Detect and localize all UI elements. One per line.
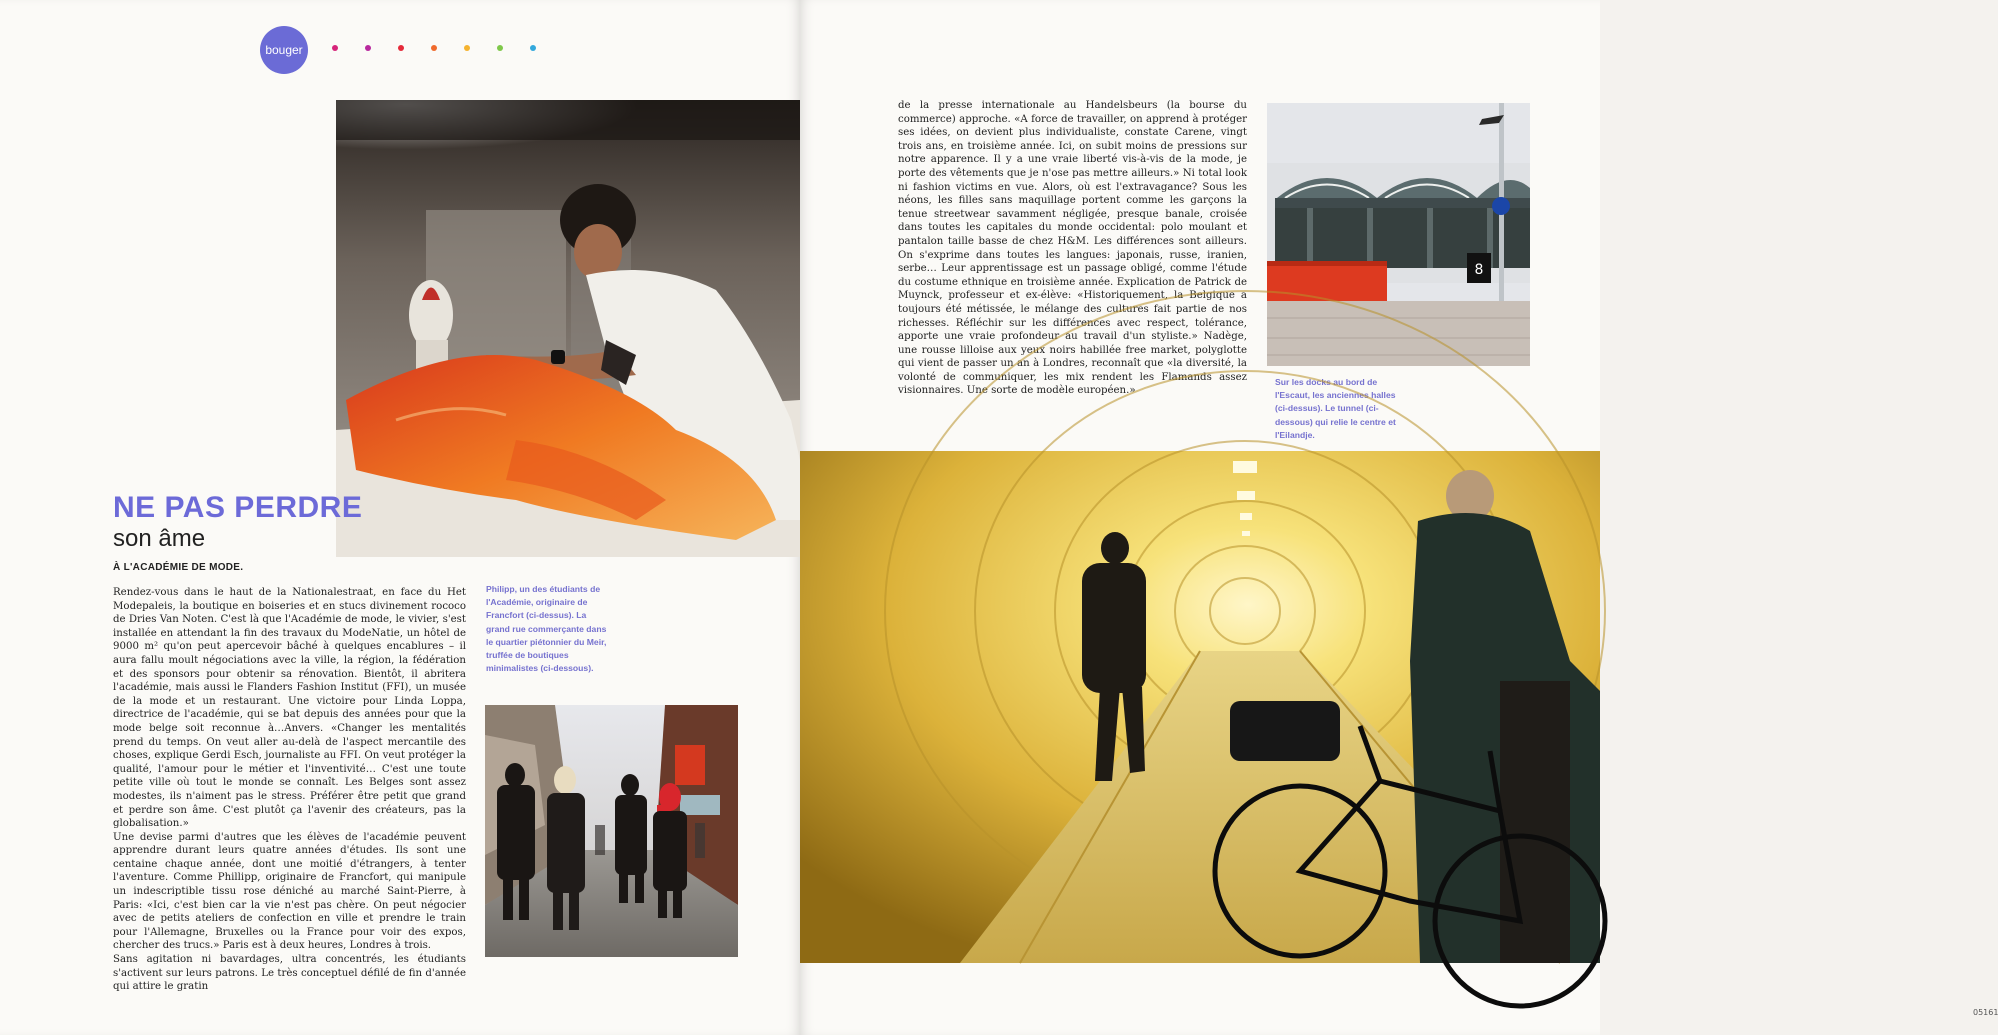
right-article-text: de la presse internationale au Handelsbeurs (la bourse du commerce) approche. «A force de travailler, on apprend à protéger ses idées, on devient plus individualiste, constate Carene, vingt trois ans, en troisième année. Ici, on subit moins de pressions sur notre apparence. Il y a une vraie liberté vis-à-vis de la mode, je porte des vêtements que je n'ose pas mettre ailleurs.» Ni total look ni fashion victims en vue. Alors, où est l'extravagance? Sous les néons, les filles sans maquillage portent comme les garçons la tenue streetwear savamment négligée, presque banale, croisée dans toutes les capitales du monde occidental: polo moulant et pantalon taille basse de chez H&M. Les différences sont ailleurs. On s'exprime dans toutes les langues: japonais, russe, iranien, serbe… Leur apprentissage est un passage obligé, comme l'étude du costume ethnique en troisième année. Explication de Patrick de Muynck, professeur et ex-élève: «Historiquement, la Belgique a toujours été métissée, le mélange des cultures fait partie de nos richesses. Réfléchir sur les différences avec respect, tolérance, apporte une vraie profondeur au travail d'un styliste.» Nadège, une rousse lilloise aux yeux noirs habillée free market, polyglotte qui vient de passer un an à Londres, reconnaît que «la diversité, la volonté de communiquer, les mix rendent les Flamands assez visionnaires. Une sorte de modèle européen.» [898,100,1247,397]
right-page [800,0,1998,1035]
photo-student-fabric [336,100,800,557]
headline-kicker: À L'ACADÉMIE DE MODE. [113,562,244,573]
headline-title: NE PAS PERDRE [113,491,363,524]
color-dot [332,45,338,51]
color-dots [332,45,536,51]
sign-number: 8 [1474,262,1484,278]
photo-docks-halls [1267,103,1530,366]
caption-left: Philipp, un des étudiants de l'Académie, originaire de Francfort (ci-dessus). La grand rue commerçante dans le quartier piétonnier du Meir, truffée de boutiques minimalistes (ci-dessous). [486,584,607,674]
headline-subtitle: son âme [113,525,206,552]
color-dot [365,45,371,51]
photo-shopping-street [485,705,738,957]
photo-pedestrian-tunnel [800,451,1600,963]
color-dot [497,45,503,51]
color-dot [530,45,536,51]
section-badge: bouger [260,26,308,74]
page-number: 05161 [1973,1008,1998,1017]
article-paragraph: Rendez-vous dans le haut de la Nationalestraat, en face du Het Modepaleis, la boutique en boiseries et en stucs divinement rococo de Dries Van Noten. C'est là que l'Académie de mode, le vivier, s'est installée en attendant la fin des travaux du ModeNatie, un hôtel de 9000 m² qu'on peut apercevoir bâché à quelques encablures – il aura fallu moult négociations avec la ville, la région, la fédération et des sponsors pour obtenir sa rénovation. Bientôt, il abritera l'académie, mais aussi le Flanders Fashion Institut (FFI), un musée de la mode et un restaurant. Une victoire pour Linda Loppa, directrice de l'académie, qui se bat depuis des années pour que la mode belge soit reconnue à…Anvers. «Changer les mentalités prend du temps. On veut aller au-delà de l'aspect mercantile des choses, explique Gerdi Esch, journaliste au FFI. On veut protéger la qualité, l'amour pour le métier et l'inventivité… C'est une toute petite ville où tout le monde se connaît. Les Belges sont assez modestes, ils n'aiment pas le stress. Préférer être petit que grand et perdre son âme. C'est plutôt ça l'avenir des créateurs, pas la globalisation.» [113,587,466,830]
caption-right: Sur les docks au bord de l'Escaut, les anciennes halles (ci-dessus). Le tunnel (ci-dessous) qui relie le centre et l'Eilandje. [1275,377,1396,440]
article-paragraph: Sans agitation ni bavardages, ultra concentrés, les étudiants s'activent sur leurs patrons. Le très conceptuel défilé de fin d'année qui attire le gratin [113,954,466,993]
color-dot [398,45,404,51]
left-article-text [113,586,466,994]
color-dot [431,45,437,51]
article-paragraph: Une devise parmi d'autres que les élèves de l'académie peuvent apprendre durant leurs quatre années d'études. Ils sont une centaine chaque année, dont une moitié d'étrangers, à tenter l'aventure. Comme Phillipp, originaire de Francfort, qui manipule un indescriptible tissu rose déniché au marché Saint-Pierre, à Paris: «Ici, c'est bien car la vie n'est pas chère. On peut négocier avec de petits ateliers de confection en ville et prendre le train pour l'Allemagne, Bruxelles ou la France pour voir des expos, chercher des trucs.» Paris est à deux heures, Londres à trois. [113,831,466,952]
left-page [0,0,800,1035]
color-dot [464,45,470,51]
